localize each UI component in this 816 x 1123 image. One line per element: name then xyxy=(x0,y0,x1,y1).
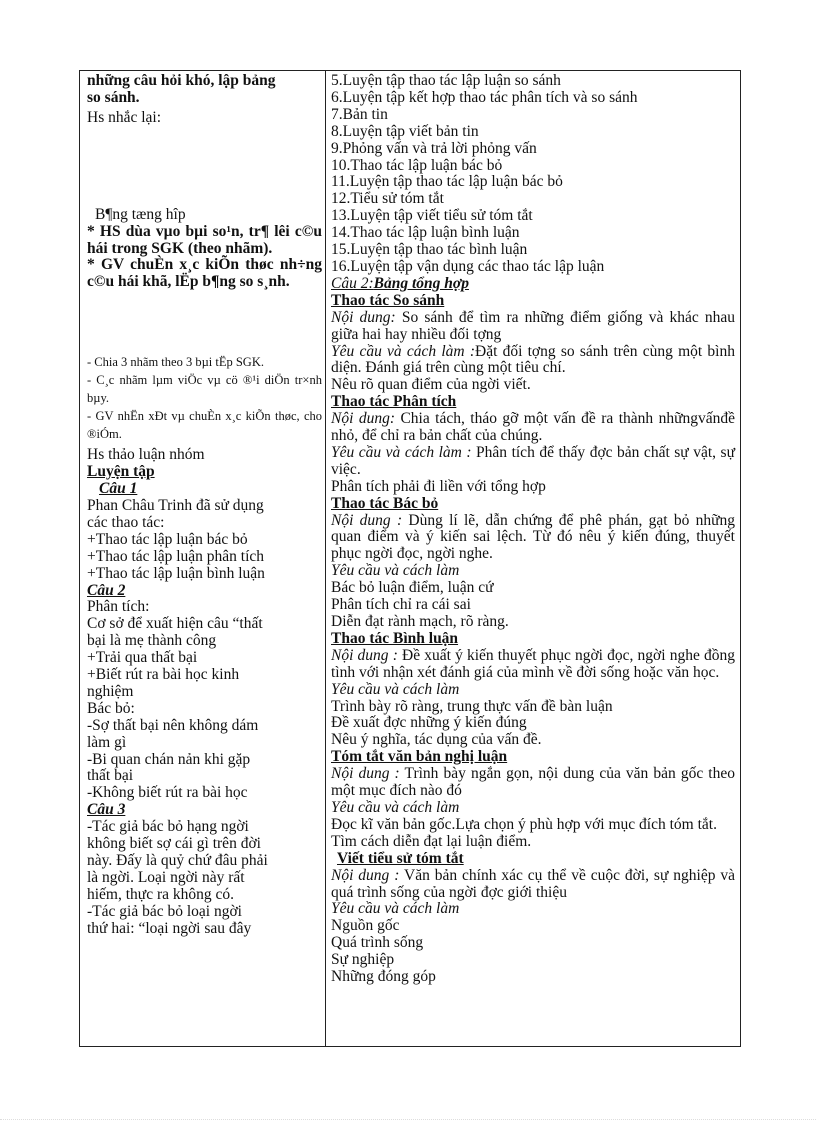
section-requirement xyxy=(331,344,735,378)
section-line: Những đóng góp xyxy=(331,968,436,986)
content-text: Văn bản chính xác cụ thể về cuộc đời, sự nghiệp và quá trình sống của ngời đợc giới thiệu xyxy=(331,866,736,901)
list-item: 13.Luyện tập viết tiểu sử tóm tắt xyxy=(331,207,533,225)
question-1-label: Câu 1 xyxy=(99,480,138,498)
content-label: Nội dung : xyxy=(331,511,403,529)
requirement-text: Đặt đối tợng so sánh trên cùng một bình diện. Đánh giá trên cùng một tiêu chí. xyxy=(331,342,735,377)
content-text: Đề xuất ý kiến thuyết phục ngời đọc, ngời nghe đồng tình với nhận xét đánh giá của mình về đời sống hoặc văn học. xyxy=(331,646,735,681)
content-text: Dùng lí lẽ, dẫn chứng để phê phán, gạt bỏ những quan điểm và ý kiến sai lệch. Từ đó nêu ý kiến đúng, thuyết phục ngời đọc, ngời nghe. xyxy=(331,511,735,563)
requirement-label: Yêu cầu và cách làm xyxy=(331,900,460,918)
small-note: - C¸c nhãm lµm viÖc vµ cö ®¹i diÖn tr×nh bµy. xyxy=(87,373,322,406)
practice-heading: Luyện tập xyxy=(87,463,155,481)
section-heading: Thao tác So sánh xyxy=(331,291,445,309)
section-requirement xyxy=(331,445,735,479)
section-line: Quá trình sống xyxy=(331,934,424,952)
section-line: Phân tích phải đi liền với tổng hợp xyxy=(331,477,546,495)
question-2-label: Câu 2 xyxy=(87,581,126,599)
section-line: Diễn đạt rành mạch, rõ ràng. xyxy=(331,613,509,630)
q2-line: +Trải qua thất bại xyxy=(87,649,198,667)
q2-line: Bác bỏ: xyxy=(87,699,135,717)
section-line: Đề xuất đợc những ý kiến đúng xyxy=(331,714,527,732)
list-item: 6.Luyện tập kết hợp thao tác phân tích và so sánh xyxy=(331,88,638,106)
list-item: 12.Tiểu sử tóm tắt xyxy=(331,190,444,208)
section-line: Nêu rõ quan điểm của ngời viết. xyxy=(331,376,531,394)
section-line: Sự nghiệp xyxy=(331,951,395,969)
q2-line: -Không biết rút ra bài học xyxy=(87,784,248,802)
content-label: Nội dung : xyxy=(331,765,400,783)
list-item: 16.Luyện tập vận dụng các thao tác lập luận xyxy=(331,257,605,275)
section-line: Nguồn gốc xyxy=(331,917,400,935)
question-3-label: Câu 3 xyxy=(87,801,126,819)
summary-table-title: Bảng tổng hợp xyxy=(373,274,469,292)
section-content xyxy=(331,310,735,344)
list-item: 15.Luyện tập thao tác bình luận xyxy=(331,241,528,259)
q1-line: +Thao tác lập luận phân tích xyxy=(87,547,265,565)
table-heading: B¶ng tæng hîp xyxy=(95,205,186,223)
intro-line: so sánh. xyxy=(87,88,140,106)
section-content xyxy=(331,766,735,800)
section-content xyxy=(331,513,735,564)
section-heading: Thao tác Bình luận xyxy=(331,629,459,647)
q3-line: là ngời. Loại ngời này rất xyxy=(87,868,245,886)
section-line: Bác bỏ luận điểm, luận cứ xyxy=(331,579,494,597)
content-text: Trình bày ngắn gọn, nội dung của văn bản gốc theo một mục đích nào đó xyxy=(331,765,735,800)
q2-line: Cơ sở để xuất hiện câu “thất xyxy=(87,615,263,633)
section-heading: Thao tác Phân tích xyxy=(331,393,457,411)
section-content xyxy=(331,648,735,682)
q2-line: nghiệm xyxy=(87,682,134,700)
content-label: Nội dung: xyxy=(331,410,395,428)
list-item: 5.Luyện tập thao tác lập luận so sánh xyxy=(331,72,561,89)
requirement-label: Yêu cầu và cách làm : xyxy=(331,342,475,360)
requirement-text: Phân tích để thấy đợc bản chất sự vật, sự việc. xyxy=(331,443,735,478)
lesson-table xyxy=(79,70,741,1047)
left-column xyxy=(80,71,326,1046)
list-item: 10.Thao tác lập luận bác bỏ xyxy=(331,156,503,174)
section-line: Phân tích chỉ ra cái sai xyxy=(331,596,471,614)
question-2-label: Câu 2: xyxy=(331,274,374,292)
gv-note: * GV chuÈn x¸c kiÕn thøc nh÷ng c©u hái khã, lËp b¶ng so s¸nh. xyxy=(87,256,322,291)
page-bottom-border xyxy=(0,1119,816,1120)
section-heading: Thao tác Bác bỏ xyxy=(331,494,439,512)
list-item: 8.Luyện tập viết bản tin xyxy=(331,122,479,140)
section-heading: Tóm tắt văn bản nghị luận xyxy=(331,748,508,766)
section-content xyxy=(331,411,735,445)
q3-line: thứ hai: “loại ngời sau đây xyxy=(87,919,252,937)
q3-line: này. Đấy là quỷ chứ đâu phải xyxy=(87,852,268,869)
q1-line: +Thao tác lập luận bình luận xyxy=(87,564,265,582)
requirement-label: Yêu cầu và cách làm xyxy=(331,798,460,816)
q2-line: làm gì xyxy=(87,733,127,751)
q2-line: thất bại xyxy=(87,767,134,785)
section-line: Đọc kĩ văn bản gốc.Lựa chọn ý phù hợp với mục đích tóm tắt. xyxy=(331,815,717,833)
section-heading: Viết tiểu sử tóm tắt xyxy=(337,849,464,867)
list-item: 7.Bản tin xyxy=(331,105,388,123)
section-line: Tìm cách diễn đạt lại luận điểm. xyxy=(331,832,532,850)
q3-line: -Tác giả bác bỏ hạng ngời xyxy=(87,818,249,836)
q3-line: hiếm, thực ra không có. xyxy=(87,885,235,903)
q1-line: các thao tác: xyxy=(87,513,165,531)
section-line: Nêu ý nghĩa, tác dụng của vấn đề. xyxy=(331,731,542,749)
content-label: Nội dung: xyxy=(331,308,396,326)
small-note: - Chia 3 nhãm theo 3 bµi tËp SGK. xyxy=(87,355,264,370)
section-line: Trình bày rõ ràng, trung thực vấn đề bàn luận xyxy=(331,697,613,715)
content-text: So sánh để tìm ra những điểm giống và khác nhau giữa hai hay nhiều đối tợng xyxy=(331,308,736,343)
group-discussion: Hs thảo luận nhóm xyxy=(87,446,205,464)
list-item: 14.Thao tác lập luận bình luận xyxy=(331,224,520,242)
section-content xyxy=(331,868,735,902)
q1-line: Phan Châu Trinh đã sử dụng xyxy=(87,496,264,514)
small-note: - GV nhËn xÐt vµ chuÈn x¸c kiÕn thøc, cho ®iÓm. xyxy=(87,409,322,442)
hs-note: * HS dùa vµo bµi so¹n, tr¶ lêi c©u hái trong SGK (theo nhãm). xyxy=(87,222,322,257)
q2-line: -Bi quan chán nản khi gặp xyxy=(87,750,251,768)
intro-line: Hs nhắc lại: xyxy=(87,108,162,126)
list-item: 11.Luyện tập thao tác lập luận bác bỏ xyxy=(331,173,563,191)
q2-line: Phân tích: xyxy=(87,598,150,616)
list-item: 9.Phỏng vấn và trả lời phỏng vấn xyxy=(331,139,537,157)
requirement-label: Yêu cầu và cách làm : xyxy=(331,443,472,461)
content-label: Nội dung : xyxy=(331,646,398,664)
intro-line: những câu hỏi khó, lập bảng xyxy=(87,72,276,89)
requirement-label: Yêu cầu và cách làm xyxy=(331,562,460,580)
q3-line: không biết sợ cái gì trên đời xyxy=(87,835,261,853)
q2-line: -Sợ thất bại nên không dám xyxy=(87,716,259,734)
q2-line: +Biết rút ra bài học kinh xyxy=(87,666,240,684)
content-text: Chia tách, tháo gỡ một vấn đề ra thành nhữngvấnđề nhỏ, để chỉ ra bản chất của chúng. xyxy=(331,410,735,445)
requirement-label: Yêu cầu và cách làm xyxy=(331,680,460,698)
content-label: Nội dung : xyxy=(331,866,400,884)
right-column xyxy=(326,71,740,1046)
q2-line: bại là mẹ thành công xyxy=(87,632,217,650)
q3-line: -Tác giả bác bỏ loại ngời xyxy=(87,902,242,920)
q1-line: +Thao tác lập luận bác bỏ xyxy=(87,530,248,548)
